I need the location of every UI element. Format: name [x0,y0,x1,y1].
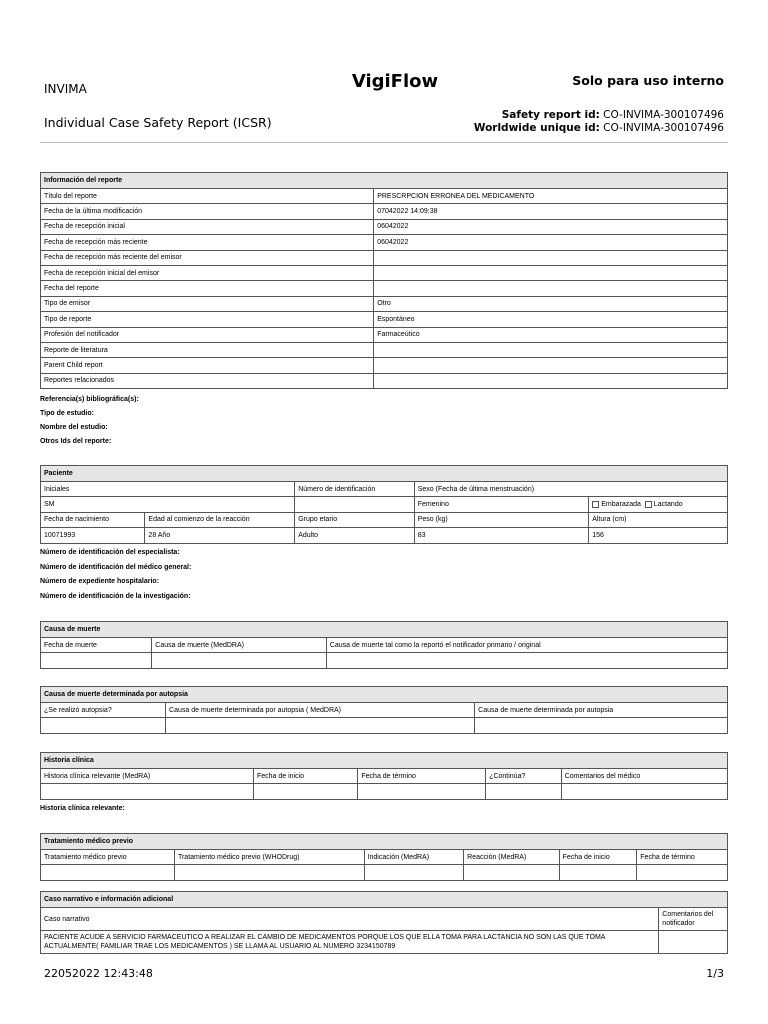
internal-use-notice: Solo para uso interno [572,73,724,88]
birth-date-header: Fecha de nacimiento [41,512,145,527]
sex-header: Sexo (Fecha de última menstruación) [414,482,727,497]
report-info-row [41,312,728,327]
autopsy-cause-header: Causa de muerte determinada por autopsia [475,703,728,718]
safety-report-id-line: Safety report id: CO-INVIMA-300107496 [501,109,724,121]
report-info-label: Fecha de recepción inicial [41,219,374,234]
history-continues-value [486,784,562,799]
sex-value: Femenino [414,497,588,512]
death-cause-meddra-value [152,653,326,668]
weight-header: Peso (kg) [414,512,588,527]
prior-treatment-title: Tratamiento médico previo [41,834,728,850]
height-value: 156 [589,528,728,543]
treatment-header: Tratamiento médico previo [41,850,175,865]
report-type-title: Individual Case Safety Report (ICSR) [44,115,272,130]
report-info-value: Espontáneo [374,312,728,327]
patient-title: Paciente [41,466,728,482]
header-divider [40,142,728,143]
autopsy-done-header: ¿Se realizó autopsia? [41,703,166,718]
report-info-value: Otro [374,296,728,311]
medical-history-title: Historia clínica [41,753,728,769]
pregnancy-lactation-cell [589,497,728,512]
narrative-text: PACIENTE ACUDE A SERVICIO FARMACEUTICO A REALIZAR EL CAMBIO DE MEDICAMENTOS PORQUE LOS QUE ELLA TOMA PARA LACTANCIA NO SON LAS QUE TOMA ACTUALMENTE( FAMILIAR TRAE LOS MEDICAMENTOS ) SE LLAMA AL USUARIO AL NUMERO 3234150789 [41,931,659,954]
treatment-start-value [559,865,637,880]
report-info-value [374,281,728,296]
age-group-value: Adulto [295,528,415,543]
lactating-label: Lactando [653,501,683,509]
general-doctor-id-label: Número de identificación del médico general: [40,564,192,571]
treatment-value [41,865,175,880]
report-info-value: 06042022 [374,219,728,234]
treatment-start-header: Fecha de inicio [559,850,637,865]
report-info-label: Tipo de reporte [41,312,374,327]
history-end-value [358,784,486,799]
report-info-value [374,373,728,388]
prior-treatment-table [40,833,728,881]
report-info-row [41,204,728,219]
pregnant-label: Embarazada [601,501,641,509]
report-info-row [41,358,728,373]
report-ids [474,109,724,135]
report-info-value: PRESCRPCION ERRONEA DEL MEDICAMENTO [374,189,728,204]
report-info-table [40,172,728,389]
age-value: 28 Año [145,528,295,543]
history-start-header: Fecha de inicio [253,769,357,784]
report-info-row [41,265,728,280]
history-meddra-header: Historia clínica relevante (MedRA) [41,769,254,784]
worldwide-unique-id-line: Worldwide unique id: CO-INVIMA-300107496 [473,122,724,134]
narrative-title: Caso narrativo e información adicional [41,892,728,908]
investigation-id-label: Número de identificación de la investigación: [40,593,191,600]
history-start-value [253,784,357,799]
report-info-label: Reportes relacionados [41,373,374,388]
medical-history-table [40,752,728,800]
age-header: Edad al comienzo de la reacción [145,512,295,527]
report-info-title: Información del reporte [41,173,728,189]
other-report-ids-label: Otros Ids del reporte: [40,438,112,445]
treatment-end-header: Fecha de término [637,850,728,865]
death-date-value [41,653,152,668]
study-name-label: Nombre del estudio: [40,424,108,431]
report-info-label: Fecha del reporte [41,281,374,296]
age-group-header: Grupo etario [295,512,415,527]
initials-header: Iniciales [41,482,295,497]
treatment-whodrug-header: Tratamiento médico previo (WHODrug) [174,850,364,865]
report-info-value: Farmaceútico [374,327,728,342]
patient-table [40,465,728,544]
report-info-label: Fecha de la última modificación [41,204,374,219]
report-info-row [41,327,728,342]
treatment-indication-header: Indicación (MedRA) [364,850,464,865]
narrative-header: Caso narrativo [41,908,659,931]
report-info-value [374,358,728,373]
history-meddra-value [41,784,254,799]
report-info-label: Profesión del notificador [41,327,374,342]
autopsy-table [40,686,728,734]
study-type-label: Tipo de estudio: [40,410,94,417]
weight-value: 83 [414,528,588,543]
report-info-row [41,189,728,204]
treatment-whodrug-value [174,865,364,880]
height-header: Altura (cm) [589,512,728,527]
pregnant-checkbox[interactable] [592,501,599,508]
reporter-comments-value [659,931,728,954]
autopsy-cause-meddra-header: Causa de muerte determinada por autopsia ( MedDRA) [166,703,475,718]
history-continues-header: ¿Continúa? [486,769,562,784]
report-info-row [41,281,728,296]
report-info-row [41,219,728,234]
history-end-header: Fecha de término [358,769,486,784]
specialist-id-label: Número de identificación del especialista: [40,549,180,556]
organization-name: INVIMA [44,82,87,96]
report-info-value [374,342,728,357]
treatment-indication-value [364,865,464,880]
lactating-checkbox[interactable] [645,501,652,508]
report-info-label: Fecha de recepción más reciente del emisor [41,250,374,265]
cause-of-death-table [40,621,728,669]
report-info-label: Tipo de emisor [41,296,374,311]
history-comments-header: Comentarios del médico [561,769,727,784]
report-info-row [41,342,728,357]
death-cause-reported-header: Causa de muerte tal como la reportó el notificador primario / original [326,638,727,653]
id-number-header: Número de identificación [295,482,415,497]
report-info-value [374,250,728,265]
report-info-label: Fecha de recepción más reciente [41,235,374,250]
report-info-row [41,373,728,388]
birth-date-value: 10071993 [41,528,145,543]
death-cause-meddra-header: Causa de muerte (MedDRA) [152,638,326,653]
narrative-table [40,891,728,954]
bibliographic-reference-label: Referencia(s) bibliográfica(s): [40,396,139,403]
death-cause-reported-value [326,653,727,668]
relevant-history-label: Historia clínica relevante: [40,805,125,812]
treatment-end-value [637,865,728,880]
print-timestamp: 22052022 12:43:48 [44,967,153,980]
treatment-reaction-header: Reacción (MedRA) [464,850,559,865]
autopsy-done-value [41,718,166,733]
death-date-header: Fecha de muerte [41,638,152,653]
id-number-value [295,497,415,512]
report-info-label: Fecha de recepción inicial del emisor [41,265,374,280]
brand-title: VigiFlow [351,71,439,92]
report-info-row [41,235,728,250]
report-info-value [374,265,728,280]
report-info-label: Reporte de literatura [41,342,374,357]
reporter-comments-header: Comentarios del notificador [659,908,728,931]
report-info-label: Título del reporte [41,189,374,204]
report-info-label: Parent Child report [41,358,374,373]
page-number: 1/3 [706,967,724,980]
history-comments-value [561,784,727,799]
autopsy-cause-meddra-value [166,718,475,733]
report-info-value: 07042022 14:09:38 [374,204,728,219]
report-info-row [41,250,728,265]
report-info-row [41,296,728,311]
cause-of-death-title: Causa de muerte [41,622,728,638]
initials-value: SM [41,497,295,512]
autopsy-title: Causa de muerte determinada por autopsia [41,687,728,703]
treatment-reaction-value [464,865,559,880]
hospital-record-label: Número de expediente hospitalario: [40,578,160,585]
report-info-rows [41,189,728,389]
autopsy-cause-value [475,718,728,733]
report-info-value: 06042022 [374,235,728,250]
